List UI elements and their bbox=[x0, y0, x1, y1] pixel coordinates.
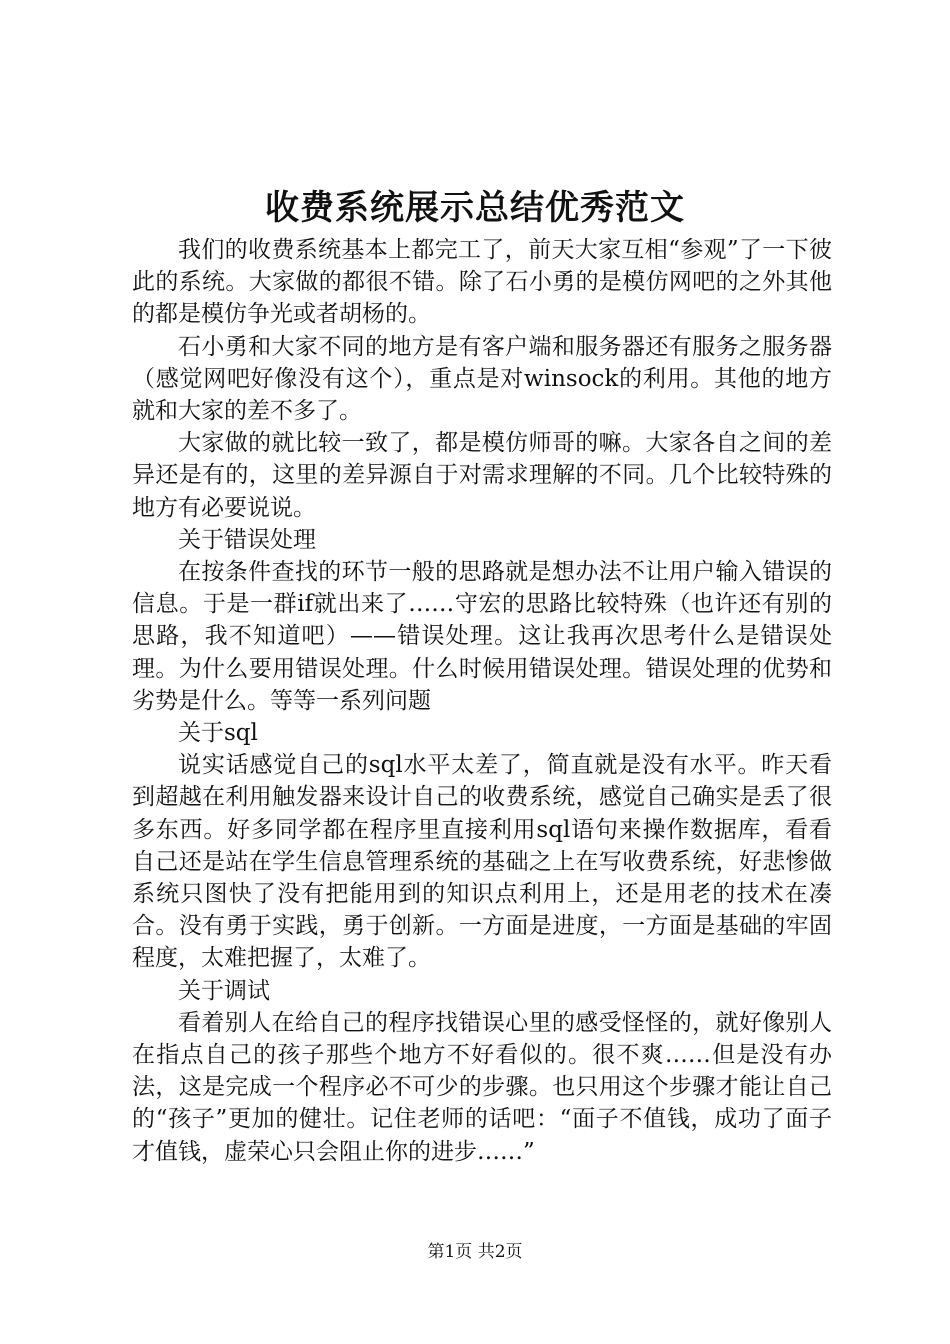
paragraph: 在按条件查找的环节一般的思路就是想办法不让用户输入错误的信息。于是一群if就出来了……守宏的思路比较特殊（也许还有别的思路，我不知道吧）——错误处理。这让我再次思考什么是错误处理。为什么要用错误处理。什么时候用错误处理。错误处理的优势和劣势是什么。等等一系列问题 bbox=[132, 559, 832, 714]
paragraph: 说实话感觉自己的sql水平太差了，简直就是没有水平。昨天看到超越在利用触发器来设计自己的收费系统，感觉自己确实是丢了很多东西。好多同学都在程序里直接利用sql语句来操作数据库，看看自己还是站在学生信息管理系统的基础之上在写收费系统，好悲惨做系统只图快了没有把能用到的知识点利用上，还是用老的技术在凑合。没有勇于实践，勇于创新。一方面是进度，一方面是基础的牢固程度，太难把握了，太难了。 bbox=[132, 752, 832, 972]
section-heading-error-handling: 关于错误处理 bbox=[178, 526, 316, 553]
paragraph: 我们的收费系统基本上都完工了，前天大家互相“参观”了一下彼此的系统。大家做的都很不错。除了石小勇的是模仿网吧的之外其他的都是模仿争光或者胡杨的。 bbox=[132, 237, 832, 328]
paragraph: 看着别人在给自己的程序找错误心里的感受怪怪的，就好像别人在指点自己的孩子那些个地方不好看似的。很不爽……但是没有办法，这是完成一个程序必不可少的步骤。也只用这个步骤才能让自己的“孩子”更加的健壮。记住老师的话吧：“面子不值钱，成功了面子才值钱，虚荣心只会阻止你的进步……” bbox=[132, 1009, 832, 1165]
document-title: 收费系统展示总结优秀范文 bbox=[265, 188, 685, 228]
section-heading-debugging: 关于调试 bbox=[178, 977, 270, 1004]
section-heading-sql: 关于sql bbox=[178, 720, 258, 747]
document-body bbox=[132, 234, 832, 1168]
paragraph: 大家做的就比较一致了，都是模仿师哥的嘛。大家各自之间的差异还是有的，这里的差异源自于对需求理解的不同。几个比较特殊的地方有必要说说。 bbox=[132, 430, 832, 521]
page-footer: 第1页 共2页 bbox=[427, 1242, 523, 1262]
paragraph: 石小勇和大家不同的地方是有客户端和服务器还有服务之服务器（感觉网吧好像没有这个），重点是对winsock的利用。其他的地方就和大家的差不多了。 bbox=[132, 333, 832, 425]
